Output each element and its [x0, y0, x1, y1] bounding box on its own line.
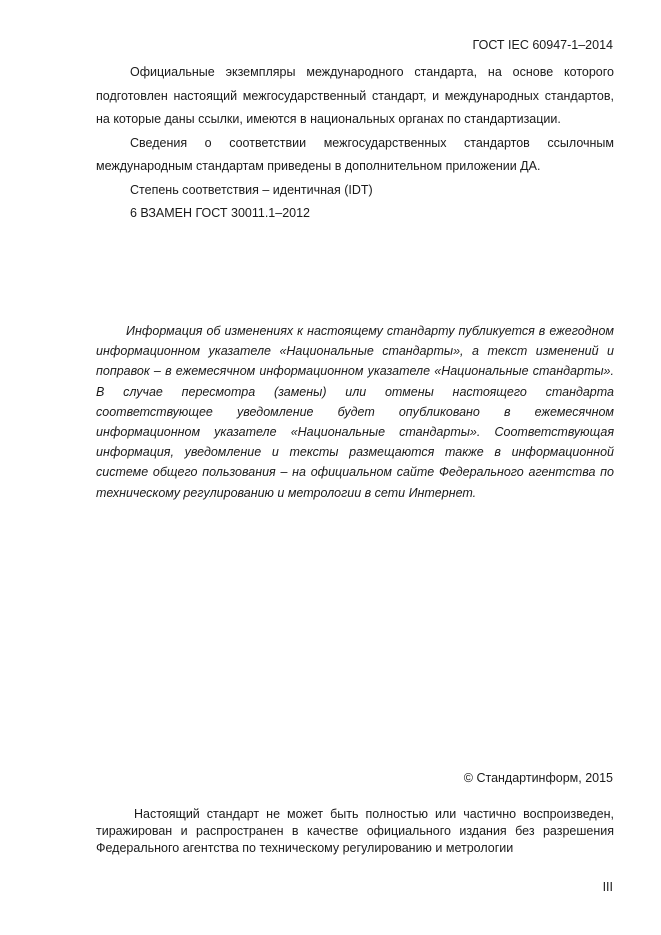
copyright-line: © Стандартинформ, 2015 — [463, 771, 613, 785]
intro-paragraph-replaces: 6 ВЗАМЕН ГОСТ 30011.1–2012 — [130, 206, 311, 220]
intro-paragraph-degree-of-conformity: Степень соответствия – идентичная (IDT) — [130, 182, 373, 197]
intro-paragraph-conformity-info: Сведения о соответствии межгосударственных стандартов ссылочным международным стандартам приведены в дополнительном приложении ДА. — [96, 135, 614, 173]
intro-section — [96, 61, 614, 226]
changes-information-notice: Информация об изменениях к настоящему стандарту публикуется в ежегодном информационном указателе «Национальные стандарты», а текст изменений и поправок – в ежемесячном информационном указателе «Национальные стандарты». В случае пересмотра (замены) или отмены настоящего стандарта соответствующее уведомление будет опубликовано в ежемесячном информационном указателе «Национальные стандарты». Соответствующая информация, уведомление и тексты размещаются также в информационной системе общего пользования – на официальном сайте Федерального агентства по техническому регулированию и метрологии в сети Интернет. — [96, 324, 614, 500]
page-number: III — [602, 880, 613, 894]
intro-paragraph-official-copies: Официальные экземпляры международного стандарта, на основе которого подготовлен настоящий межгосударственный стандарт, и международных стандартов, на которые даны ссылки, имеются в национальных органах по стандартизации. — [96, 65, 614, 126]
reproduction-notice: Настоящий стандарт не может быть полностью или частично воспроизведен, тиражирован и распространен в качестве официального издания без разрешения Федерального агентства по техническому регулированию и метрологии — [96, 807, 614, 855]
document-id-header: ГОСТ IEC 60947-1–2014 — [472, 38, 613, 52]
